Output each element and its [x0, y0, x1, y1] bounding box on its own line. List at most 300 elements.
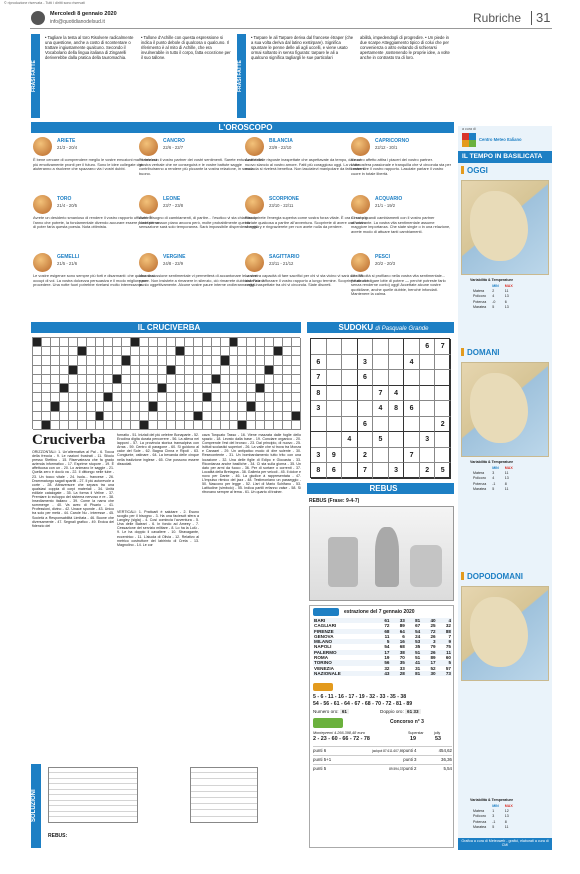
crossword-cell	[158, 393, 167, 402]
sign-dates: 21/5 - 21/6	[57, 261, 78, 266]
sudoku-cell	[420, 370, 436, 386]
toro-icon	[33, 195, 52, 214]
cancro-icon	[139, 137, 158, 156]
crossword-cell	[149, 421, 158, 430]
weather-credit: a cura di	[462, 127, 476, 131]
crossword-cell	[96, 412, 105, 421]
lotto-number: 43	[375, 671, 390, 676]
soluzioni-title: SOLUZIONI	[31, 789, 37, 823]
min: -1	[492, 481, 496, 486]
oggi-table	[470, 284, 516, 310]
crossword-cell	[96, 366, 105, 375]
crossword-cell	[87, 384, 96, 393]
min: 4	[492, 476, 495, 481]
lotto-number: 61	[375, 618, 390, 623]
sudoku-cell	[420, 417, 436, 433]
sign-acquario	[351, 195, 453, 245]
crossword-cell	[203, 384, 212, 393]
sudoku-cell: 7	[358, 463, 374, 479]
crossword-cell	[292, 375, 301, 384]
crossword-cell	[51, 402, 60, 411]
sign-name: GEMELLI	[57, 254, 80, 260]
crossword-cell	[51, 347, 60, 356]
crossword-cell	[78, 393, 87, 402]
crossword-cell	[247, 338, 256, 347]
crossword-cell	[167, 338, 176, 347]
crossword-cell	[33, 421, 42, 430]
sudoku-cell	[389, 448, 405, 464]
scorpione-icon	[245, 195, 264, 214]
sudoku-cell	[311, 339, 327, 355]
cruciverba-col2: fornatio - 51. Iniziali del più celebre Bonaparte - 52. Ercolina digita durata percorrere - 56. La alleva nei lapponi - 57. La provincia storica transalpina con Arras - 59. Centro di paragone - 60. Si guidono al calor del Sole - 62. Bagna Cinna e Ripoli - 63. Congiunte, ostinare - 64. La bevanda delle cinque nella tradizione inglese - 65. Che possono essere dissodati.	[117, 433, 199, 466]
crossword-cell	[96, 384, 105, 393]
crossword-cell	[69, 366, 78, 375]
crossword-cell	[256, 366, 265, 375]
crossword-cell	[274, 384, 283, 393]
crossword-cell	[60, 338, 69, 347]
crossword-cell	[96, 375, 105, 384]
lotto-number: 53	[406, 639, 421, 644]
sudoku-cell	[327, 370, 343, 386]
crossword-cell	[122, 421, 131, 430]
max: 13	[504, 476, 509, 481]
crossword-cell	[51, 366, 60, 375]
sudoku-cell	[420, 448, 436, 464]
crossword-cell	[221, 412, 230, 421]
sudoku-cell: 8	[311, 463, 327, 479]
crossword-cell	[158, 338, 167, 347]
lotto-city: NAZIONALE	[313, 671, 375, 676]
crossword-cell	[212, 412, 221, 421]
city: Potenza	[473, 819, 487, 824]
sign-text: Le vostre esigenze sono sempre più forti e disarmanti: che qualcuno si occupi di voi. La vostra dolcezza persuasiva e il modo migliore per procedere. Una notte fuori potrebbe rivelarsi molto interessante....	[33, 273, 155, 288]
lotto-number: 68	[375, 629, 390, 634]
frasi-fatte-tag-1: FRASI FATTE	[31, 34, 40, 118]
sudoku-cell	[404, 386, 420, 402]
crossword-cell	[283, 421, 292, 430]
concorso: Concorso n° 3	[390, 719, 424, 725]
crossword-cell	[140, 421, 149, 430]
sudoku-cell: 6	[358, 370, 374, 386]
sudoku-cell	[358, 386, 374, 402]
crossword-cell	[230, 375, 239, 384]
crossword-cell	[33, 356, 42, 365]
crossword-cell	[140, 393, 149, 402]
sudoku-cell	[420, 355, 436, 371]
soluzioni-cruciverba-grid	[48, 767, 138, 823]
crossword-cell	[149, 338, 158, 347]
crossword-cell	[51, 356, 60, 365]
min: 1	[492, 809, 495, 814]
crossword-cell	[69, 375, 78, 384]
max: 11	[504, 486, 509, 491]
crossword-cell	[69, 393, 78, 402]
sudoku-cell: 3	[420, 432, 436, 448]
frasi-fatte-1-col1: • Tagliare la testa al toro Risolvere radicalmente una questione, anche a costo di scontentare o trattare ingiustamente qualcuno. Secondo il Vocabolario della lingua italiana di Zingarelli deriverebbe dalla pratica della tauromachia.	[45, 35, 134, 60]
crossword-cell	[69, 356, 78, 365]
crossword-cell	[203, 356, 212, 365]
crossword-cell	[256, 412, 265, 421]
sudoku-cell	[327, 432, 343, 448]
crossword-cell	[265, 366, 274, 375]
crossword-cell	[247, 366, 256, 375]
sign-name: VERGINE	[163, 254, 186, 260]
lotto-number: 7	[448, 633, 451, 639]
crossword-cell	[185, 338, 194, 347]
lotto-number: 88	[437, 629, 452, 634]
sudoku-cell	[327, 386, 343, 402]
crossword-cell	[203, 375, 212, 384]
sign-dates: 23/7 - 23/8	[163, 203, 184, 208]
sudoku-cell: 6	[404, 401, 420, 417]
crossword-cell	[96, 393, 105, 402]
sudoku-header	[307, 322, 454, 333]
crossword-cell	[42, 384, 51, 393]
crossword-cell	[238, 366, 247, 375]
domani-heading	[461, 348, 499, 357]
crossword-cell	[78, 338, 87, 347]
crossword-cell	[149, 412, 158, 421]
cruciverba-orizzontali: ORIZZONTALI: 1. Un'alternativa al Pal - 6. Tocca della freccia - 9. Le nazioni frustrati - 11. Sfocio presso Stettino - 15. Riservatezza che fa grado azienda informatico - 17. Esprime stupore - 19. È affettuosa con un - 20. Lo animano le saggie - 21. Quella zero è dociù va - 22. Il dittongo nelle tube - 23. Un tocco vitale - 24. Isola... francese - 26. Drammaturgo sagati spartiti - 27. Il più autorevole a corte - 28. Attraversore che separa tra una qualsiasi coppia di corpi materiali - 34. Unità edilizie catalogate - 35. La forma il Veline - 37. Premiare lo sviluppo del sistema nervoso e re - 38. Insediamento italiano - 39. Come la narra che sommerge - 40. Va avec di Pisario - 41. Professioni, divino - 42. Unace sponde - 43. Unico tra solo per metà - 44. Carole Nu - interesse - 45. Società a Responsabilità Limitata - 46. Buone che diversamente - 47. Segnali grafico - 49. Eroica del fidenzio del	[32, 450, 114, 528]
max: 11	[504, 289, 509, 294]
crossword-cell	[60, 375, 69, 384]
sudoku-cell: 3	[389, 463, 405, 479]
lotto-city: FIRENZE	[313, 629, 375, 634]
crossword-cell	[256, 421, 265, 430]
max: 6	[504, 299, 507, 304]
crossword-cell	[140, 347, 149, 356]
oggi-heading	[461, 166, 488, 175]
crossword-cell	[185, 421, 194, 430]
soluzioni-sudoku-grid	[190, 767, 258, 823]
sudoku-cell	[404, 432, 420, 448]
header-email: info@quotidianodelsud.it	[50, 19, 105, 25]
lotto-number: 89	[399, 623, 405, 629]
numero-oro-label: Numero oro:	[313, 709, 339, 714]
sudoku-author: di Pasquale Grande	[375, 326, 429, 332]
crossword-cell	[230, 421, 239, 430]
crossword-cell	[167, 421, 176, 430]
sudoku-cell	[373, 355, 389, 371]
crossword-cell	[292, 366, 301, 375]
sudoku-cell	[389, 339, 405, 355]
sudoku-cell: 3	[311, 448, 327, 464]
lotto-number: 11	[384, 633, 390, 639]
crossword-cell	[122, 375, 131, 384]
crossword-cell	[69, 338, 78, 347]
crossword-cell	[149, 384, 158, 393]
crossword-cell	[167, 375, 176, 384]
crossword-cell	[274, 421, 283, 430]
crossword-cell	[212, 338, 221, 347]
quote-table	[313, 746, 452, 773]
lotto-row	[313, 671, 452, 676]
sudoku-cell: 4	[342, 432, 358, 448]
crossword-cell	[247, 375, 256, 384]
crossword-cell	[256, 356, 265, 365]
crossword-cell	[238, 421, 247, 430]
crossword-cell	[131, 402, 140, 411]
max: 13	[504, 294, 509, 299]
crossword-cell	[158, 384, 167, 393]
crossword-cell	[247, 402, 256, 411]
crossword-cell	[265, 375, 274, 384]
crossword-cell	[51, 338, 60, 347]
min: 5	[492, 824, 495, 829]
crossword-cell	[167, 393, 176, 402]
crossword-cell	[104, 356, 113, 365]
max-header: MAX	[504, 804, 513, 808]
crossword-cell	[78, 347, 87, 356]
lotto-number: 19	[384, 655, 390, 661]
sudoku-cell: 6	[358, 417, 374, 433]
crossword-cell	[42, 338, 51, 347]
lotto-number: 75	[445, 644, 451, 650]
crossword-cell	[185, 366, 194, 375]
cruciverba-header	[31, 322, 301, 333]
crossword-cell	[274, 366, 283, 375]
crossword-cell	[176, 366, 185, 375]
crossword-cell	[149, 402, 158, 411]
crossword-cell	[283, 393, 292, 402]
crossword-cell	[167, 402, 176, 411]
crossword-cell	[185, 384, 194, 393]
city: Matera	[473, 809, 485, 814]
crossword-cell	[113, 347, 122, 356]
crossword-cell	[42, 375, 51, 384]
lotto-number: 72	[384, 623, 390, 629]
crossword-cell	[33, 402, 42, 411]
sign-name: SAGITTARIO	[269, 254, 300, 260]
crossword-cell	[221, 366, 230, 375]
sudoku-cell: 6	[327, 463, 343, 479]
crossword-cell	[238, 356, 247, 365]
sudoku-cell	[373, 339, 389, 355]
crossword-cell	[238, 412, 247, 421]
sudoku-cell: 4	[389, 386, 405, 402]
crossword-cell	[33, 393, 42, 402]
crossword-cell	[60, 402, 69, 411]
bilancia-icon	[245, 137, 264, 156]
crossword-cell	[69, 421, 78, 430]
city: Potenza	[473, 481, 487, 486]
lotto-number: 67	[415, 623, 421, 629]
quote-cell: punti 6	[313, 748, 327, 753]
sudoku-cell	[311, 417, 327, 433]
page-number: 31	[536, 10, 551, 25]
sudoku-cell	[342, 448, 358, 464]
crossword-cell	[51, 384, 60, 393]
crossword-cell	[60, 347, 69, 356]
min: 5	[492, 304, 495, 309]
city: Policoro	[473, 294, 486, 299]
crossword-cell	[131, 366, 140, 375]
min: -1	[492, 819, 496, 824]
quote-row	[313, 747, 452, 756]
lotto-number: 5	[375, 639, 390, 644]
crossword-cell	[238, 338, 247, 347]
crossword-cell	[221, 347, 230, 356]
frasi-fatte-2-col1: • Tarpare le ali Tarpare deriva dal francese étraper (che a sua volta deriva dal latino exstirpare). Significa spuntare le penne delle ali agli uccelli, e viene usato ormai soltanto in senso figurato: tarpare le ali a qualcuno significa tagliargli le sue particolari	[251, 35, 354, 60]
lotto-number: 81	[406, 618, 421, 623]
sign-dates: 22/12 - 20/1	[375, 145, 398, 150]
dopodomani-heading	[461, 572, 523, 581]
crossword-cell	[87, 356, 96, 365]
crossword-cell	[60, 356, 69, 365]
crossword-cell	[221, 384, 230, 393]
oroscopo-title: L'OROSCOPO	[218, 123, 273, 132]
crossword-cell	[176, 402, 185, 411]
lotto-number: 51	[406, 650, 421, 655]
frasi-fatte-tag-2: FRASI FATTE	[237, 34, 246, 118]
crossword-cell	[104, 375, 113, 384]
crossword-cell	[274, 338, 283, 347]
crossword-cell	[203, 338, 212, 347]
crossword-cell	[265, 356, 274, 365]
sudoku-cell	[435, 432, 451, 448]
crossword-cell	[247, 347, 256, 356]
sudoku-cell	[389, 370, 405, 386]
sign-dates: 21/1 - 19/2	[375, 203, 396, 208]
soluzioni-tag	[31, 764, 41, 848]
rebus-solution-label: REBUS:	[48, 833, 68, 839]
sudoku-cell	[435, 386, 451, 402]
sudoku-cell	[420, 401, 436, 417]
sudoku-cell: 7	[373, 386, 389, 402]
max: 11	[504, 471, 509, 476]
crossword-cell	[140, 384, 149, 393]
crossword-cell	[149, 366, 158, 375]
crossword-cell	[131, 356, 140, 365]
gemelli-icon	[33, 253, 52, 272]
crossword-cell	[230, 366, 239, 375]
sudoku-cell	[373, 370, 389, 386]
lotto-number: 17	[421, 660, 436, 665]
lotto-number: 16	[390, 639, 405, 644]
sign-dates: 21/3 - 20/4	[57, 145, 78, 150]
crossword-cell	[247, 412, 256, 421]
sudoku-cell	[404, 463, 420, 479]
crossword-cell	[104, 421, 113, 430]
lotto-number: 89	[430, 655, 436, 661]
sudoku-cell: 8	[311, 386, 327, 402]
lotto-number: 11	[437, 650, 452, 655]
crossword-cell	[167, 384, 176, 393]
crossword-cell	[96, 402, 105, 411]
crossword-cell	[78, 421, 87, 430]
crossword-cell	[283, 338, 292, 347]
sign-text: La vostra capacità di fare sacrifici per chi vi sta vicino vi sarà utile. Vi aiuterà a rafforzare il vostro rapporto a lungo termine. Scoprirete alcune verità inaspettate tra chi vi circonda. Siate discreti.	[245, 273, 369, 288]
quote-cell: jackpot 87.611.607,89	[372, 749, 404, 753]
crossword-cell	[51, 375, 60, 384]
crossword-cell	[33, 412, 42, 421]
lotto-number: 54	[384, 644, 390, 650]
lotto-number: 24	[415, 633, 421, 639]
crossword-cell	[176, 338, 185, 347]
lotto-number: 57	[445, 665, 451, 671]
crossword-cell	[60, 393, 69, 402]
crossword-cell	[194, 402, 203, 411]
crossword-cell	[122, 412, 131, 421]
crossword-cell	[176, 393, 185, 402]
lotto-number: 31	[415, 665, 421, 671]
sign-dates: 22/6 - 22/7	[163, 145, 184, 150]
crossword-cell	[194, 393, 203, 402]
crossword-cell	[230, 347, 239, 356]
crossword-cell	[256, 402, 265, 411]
crossword-cell	[292, 356, 301, 365]
crossword-cell	[265, 412, 274, 421]
sign-name: ACQUARIO	[375, 196, 403, 202]
crossword-cell	[33, 384, 42, 393]
sudoku-cell	[358, 401, 374, 417]
city: Maratea	[473, 304, 487, 309]
crossword-cell	[149, 393, 158, 402]
crossword-cell	[265, 384, 274, 393]
crossword-cell	[274, 393, 283, 402]
crossword-cell	[140, 338, 149, 347]
sudoku-cell	[327, 339, 343, 355]
lotto10-line2: 54 - 56 - 61 - 64 - 67 - 68 - 70 - 72 - 81 - 89	[313, 701, 413, 707]
crossword-cell	[122, 384, 131, 393]
numero-oro-value: 61	[341, 709, 347, 714]
sign-text: Avete bisogno di cambiamenti, di partire... l'esotico vi sta chiamando. Non fate nessun piano ancora però, molte probabilmente questa sensazione sarà solo temporanea. Sarà impossibile disperdervi oggi.	[139, 215, 258, 230]
domani-table	[470, 466, 516, 492]
logo-icon	[31, 11, 45, 25]
header	[0, 8, 580, 26]
crossword-cell	[283, 412, 292, 421]
crossword-cell	[230, 393, 239, 402]
lotto-number: 73	[437, 671, 452, 676]
min: 3	[492, 814, 495, 819]
crossword-cell	[238, 375, 247, 384]
crossword-cell	[274, 375, 283, 384]
crossword-cell	[87, 412, 96, 421]
quote-cell: punti 4	[403, 748, 417, 753]
crossword-cell	[42, 402, 51, 411]
lotto-table	[313, 618, 452, 676]
lotto-number: 9	[437, 639, 452, 644]
dopodomani-label: DOPODOMANI	[467, 572, 523, 581]
lotto-number: 17	[375, 650, 390, 655]
quote-cell: 5,54	[443, 766, 452, 771]
rebus-caption: REBUS (Frase: 9-4-7)	[309, 498, 360, 504]
min: -0	[492, 299, 496, 304]
lotto-number: 28	[390, 671, 405, 676]
sign-text: Parlate con il vostro partner dei vostri sentimenti. Sarete entusiasti della giostra verbale che ne conseguirà e le vostre battute saggie contribuiranno a rendere più piccante la vostra relazione, in senso buono.	[139, 157, 263, 176]
cruciverba-col3: cava Torquato Tasso - 16. Viene mazzata dalle foglie dello spazio - 18. Levato dalla base - 19. Conciare organico - 20. Comprende l'est del bronzo - 23. Dal principio, di nuovo - 25. Istituti scolastici superiori - 26. La valle che si trova tra Monza e Canazei - 29. Un antipatico modo di dire sulente - 30. Resecontente - 31. Un bombardamento tutto trito con una locazione - 32. Una delle figlie di Edipo e Giocasta - 33. Ricordanza anche basiliche - 34. Ci sta sulla giorna - 35. Un dato per armi da fuoco - 36. Per di sortare o correnti - 37. Località della Bretagna - 38. Galleria per veicoli - 45. Il dolce e novo per Dante - 46. La giudice à rappresentata - 47. L'impulso ritmico del jazz - 48. Testimoniano un passeggio - 50. Nascono per legge - 52. L'art di Mario Schifano - 53. Latitudine (simbolo) - 55. Indica partili erfanno valse - 58. Si ritrovano sempre al tema - 61. Un quarto di trainer.	[202, 433, 301, 495]
crossword-cell	[122, 338, 131, 347]
crossword-cell	[104, 338, 113, 347]
lotto-number: 60	[445, 655, 451, 661]
crossword-cell	[96, 347, 105, 356]
min: 5	[492, 486, 495, 491]
crossword-cell	[212, 384, 221, 393]
crossword-cell	[96, 421, 105, 430]
lotto-number: 30	[421, 671, 436, 676]
sudoku-cell: 7	[311, 370, 327, 386]
superstar-label: Superstar	[408, 731, 424, 735]
quote-cell: 36,36	[441, 757, 452, 762]
crossword-cell	[78, 356, 87, 365]
crossword-cell	[167, 347, 176, 356]
sudoku-cell	[389, 432, 405, 448]
crossword-cell	[283, 347, 292, 356]
sign-capricorno	[351, 137, 453, 187]
sudoku-cell	[404, 417, 420, 433]
sign-text: Riscoprirete l'energia superba come vostra forza vitale. È ora o mai più - iniziate qualcosa a partire all'avventura. Scoprirete di avere una vostro chemistry e ringrazierete per non avete nulla da perdere.	[245, 215, 370, 230]
crossword-cell	[185, 375, 194, 384]
